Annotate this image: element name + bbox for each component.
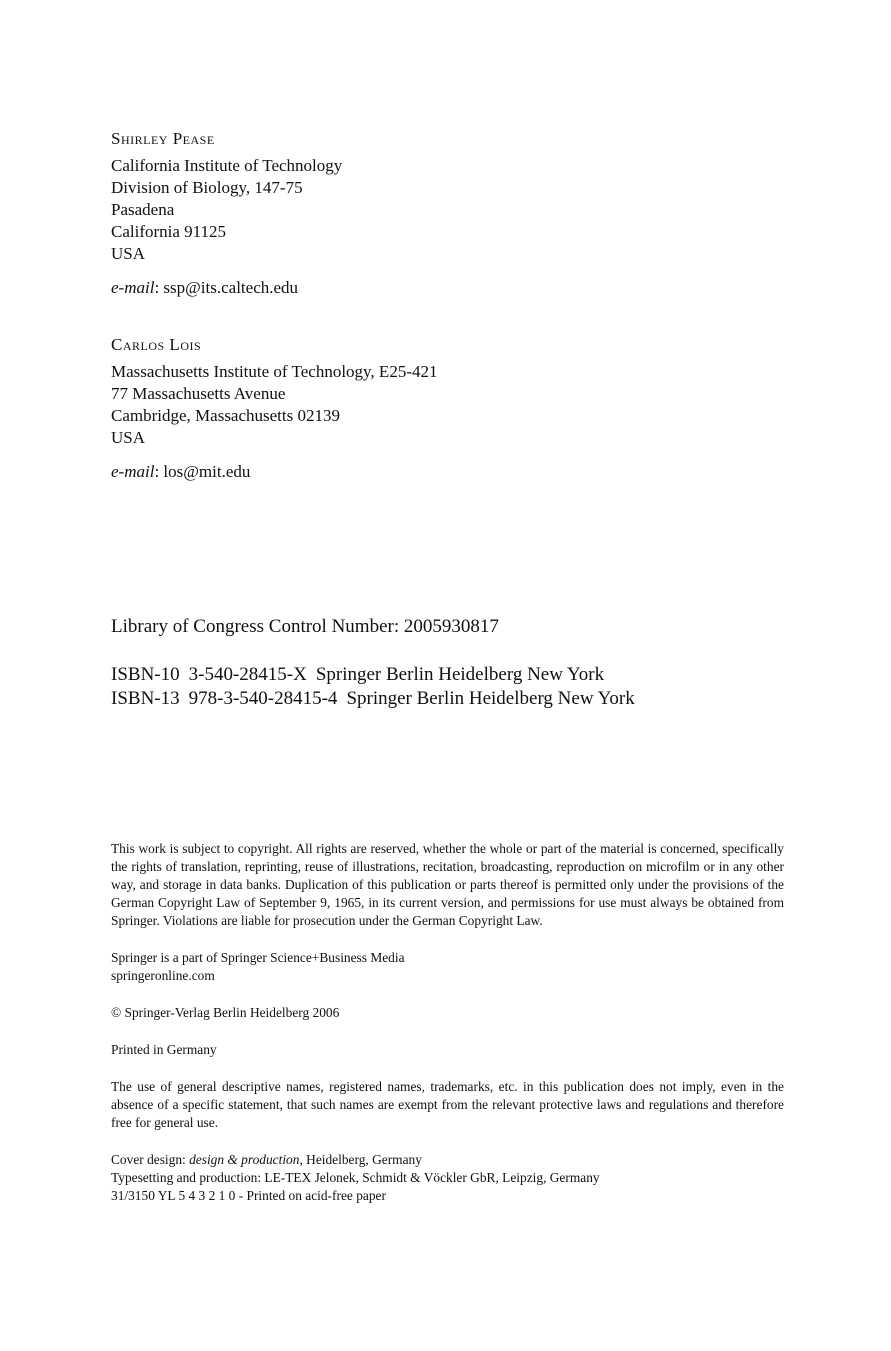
isbn-13-line [111,687,644,711]
address-line: California Institute of Technology [111,156,343,175]
copyright-notice: This work is subject to copyright. All rights are reserved, whether the whole or part of the material is concerned, specifically the rights of translation, reprinting, reuse of illustrations, recitation, broadcasting, reproduction on microfilm or in any other way, and storage in data banks. Duplication of this publication or parts thereof is permitted only under the provisions of the German Copyright Law of September 9, 1965, in its current version, and permissions for use must always be obtained from Springer. Violations are liable for prosecution under the German Copyright Law. [111,841,784,928]
email-address: ssp@its.caltech.edu [163,278,299,297]
springer-info [111,949,784,985]
email-label: e-mail [111,462,155,481]
address-line: Cambridge, Massachusetts 02139 [111,406,340,425]
isbn-block [111,663,644,711]
cover-design-prefix: Cover design: [111,1152,190,1167]
author-name: Carlos Lois [111,335,202,354]
address-line: Massachusetts Institute of Technology, E25-421 [111,362,438,381]
isbn-publisher: Springer Berlin Heidelberg New York [346,688,635,709]
address-line: 77 Massachusetts Avenue [111,384,286,403]
isbn-label: ISBN-10 [111,664,180,685]
lccn: Library of Congress Control Number: 2005930817 [111,616,499,637]
cover-design-suffix: , Heidelberg, Germany [299,1152,422,1167]
email-line: e-mail: ssp@its.caltech.edu [111,278,299,297]
isbn-number: 978-3-540-28415-4 [188,688,338,709]
address-line: California 91125 [111,222,227,241]
isbn-label: ISBN-13 [111,688,180,709]
legal-block [111,840,784,1224]
email-label: e-mail [111,278,155,297]
print-code: 31/3150 YL 5 4 3 2 1 0 - Printed on acid-free paper [111,1188,386,1203]
cover-design [111,1151,784,1169]
names-notice: The use of general descriptive names, registered names, trademarks, etc. in this publication does not imply, even in the absence of a specific statement, that such names are exempt from the relevant protective laws and regulations and therefore free for general use. [111,1079,784,1130]
copyright-line: © Springer-Verlag Berlin Heidelberg 2006 [111,1005,340,1020]
isbn-number: 3-540-28415-X [188,664,307,685]
cover-design-italic: design & production [189,1152,300,1167]
address-line: Division of Biology, 147-75 [111,178,303,197]
email-address: los@mit.edu [163,462,251,481]
address-line: USA [111,244,146,263]
springer-part: Springer is a part of Springer Science+Business Media [111,950,405,965]
email-line: e-mail: los@mit.edu [111,462,251,481]
author-block-2 [111,335,437,483]
springer-url: springeronline.com [111,968,215,983]
printed-in: Printed in Germany [111,1042,217,1057]
typesetting: Typesetting and production: LE-TEX Jelonek, Schmidt & Vöckler GbR, Leipzig, Germany [111,1170,600,1185]
isbn-10-line [111,663,644,687]
author-name: Shirley Pease [111,129,215,148]
production-info [111,1151,784,1205]
isbn-publisher: Springer Berlin Heidelberg New York [315,664,605,685]
address-line: Pasadena [111,200,175,219]
author-block-1 [111,129,342,299]
address-line: USA [111,428,146,447]
